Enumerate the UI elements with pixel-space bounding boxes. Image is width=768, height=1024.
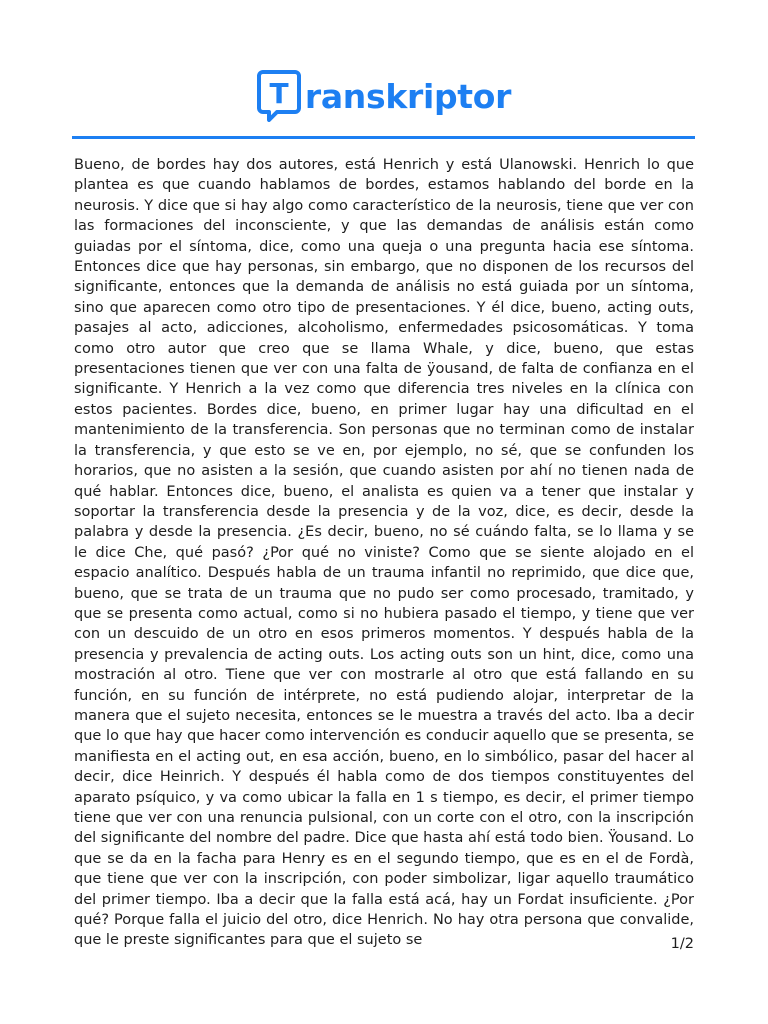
header — [0, 66, 768, 126]
transcript-body: Bueno, de bordes hay dos autores, está Henrich y está Ulanowski. Henrich lo que plantea es que cuando hablamos de bordes, estamos hablando del borde en la neurosis. Y dice que si hay algo como característico de la neurosis, tiene que ver con las formaciones del inconsciente, y que las demandas de análisis están como guiadas por el síntoma, dice, como una queja o una pregunta hacia ese síntoma. Entonces dice que hay personas, sin embargo, que no disponen de los recursos del significante, entonces que la demanda de análisis no está guiada por un síntoma, sino que aparecen como otro tipo de presentaciones. Y él dice, bueno, acting outs, pasajes al acto, adicciones, alcoholismo, enfermedades psicosomáticas. Y toma como otro autor que creo que se llama Whale, y dice, bueno, que estas presentaciones tienen que ver con una falta de ÿousand, de falta de confianza en el significante. Y Henrich a la vez como que diferencia tres niveles en la clínica con estos pacientes. Bordes dice, bueno, en primer lugar hay una dificultad en el mantenimiento de la transferencia. Son personas que no terminan como de instalar la transferencia, y que esto se ve en, por ejemplo, no sé, que se confunden los horarios, que no asisten a la sesión, que cuando asisten por ahí no tienen nada de qué hablar. Entonces dice, bueno, el analista es quien va a tener que instalar y soportar la transferencia desde la presencia y de la voz, dice, es decir, desde la palabra y desde la presencia. ¿Es decir, bueno, no sé cuándo falta, se lo llama y se le dice Che, qué pasó? ¿Por qué no viniste? Como que se siente alojado en el espacio analítico. Después habla de un trauma infantil no reprimido, que dice que, bueno, que se trata de un trauma que no pudo ser como procesado, tramitado, y que se presenta como actual, como si no hubiera pasado el tiempo, y tiene que ver con un descuido de un otro en esos primeros momentos. Y después habla de la presencia y prevalencia de acting outs. Los acting outs son un hint, dice, como una mostración al otro. Tiene que ver con mostrarle al otro que está fallando en su función, en su función de intérprete, no está pudiendo alojar, interpretar de la manera que el sujeto necesita, entonces se le muestra a través del acto. Iba a decir que lo que hay que hacer como intervención es conducir aquello que se presenta, se manifiesta en el acting out, en esa acción, bueno, en lo simbólico, pasar del hacer al decir, dice Heinrich. Y después él habla como de dos tiempos constituyentes del aparato psíquico, y va como ubicar la falla en 1 s tiempo, es decir, el primer tiempo tiene que ver con una renuncia pulsional, con un corte con el otro, con la inscripción del significante del nombre del padre. Dice que hasta ahí está todo bien. Ÿousand. Lo que se da en la facha para Henry es en el segundo tiempo, que es en el de Fordà, que tiene que ver con la inscripción, con poder simbolizar, ligar aquello traumático del primer tiempo. Iba a decir que la falla está acá, hay un Fordat insuficiente. ¿Por qué? Porque falla el juicio del otro, dice Henrich. No hay otra persona que convalide, que le preste significantes para que el sujeto se — [74, 157, 694, 949]
header-divider — [72, 136, 695, 139]
transkriptor-logo — [257, 70, 511, 122]
transkriptor-logo-icon — [257, 70, 301, 122]
page-number: 1/2 — [670, 936, 694, 952]
logo-wordmark: ranskriptor — [304, 76, 512, 116]
logo-letter: T — [269, 77, 289, 110]
